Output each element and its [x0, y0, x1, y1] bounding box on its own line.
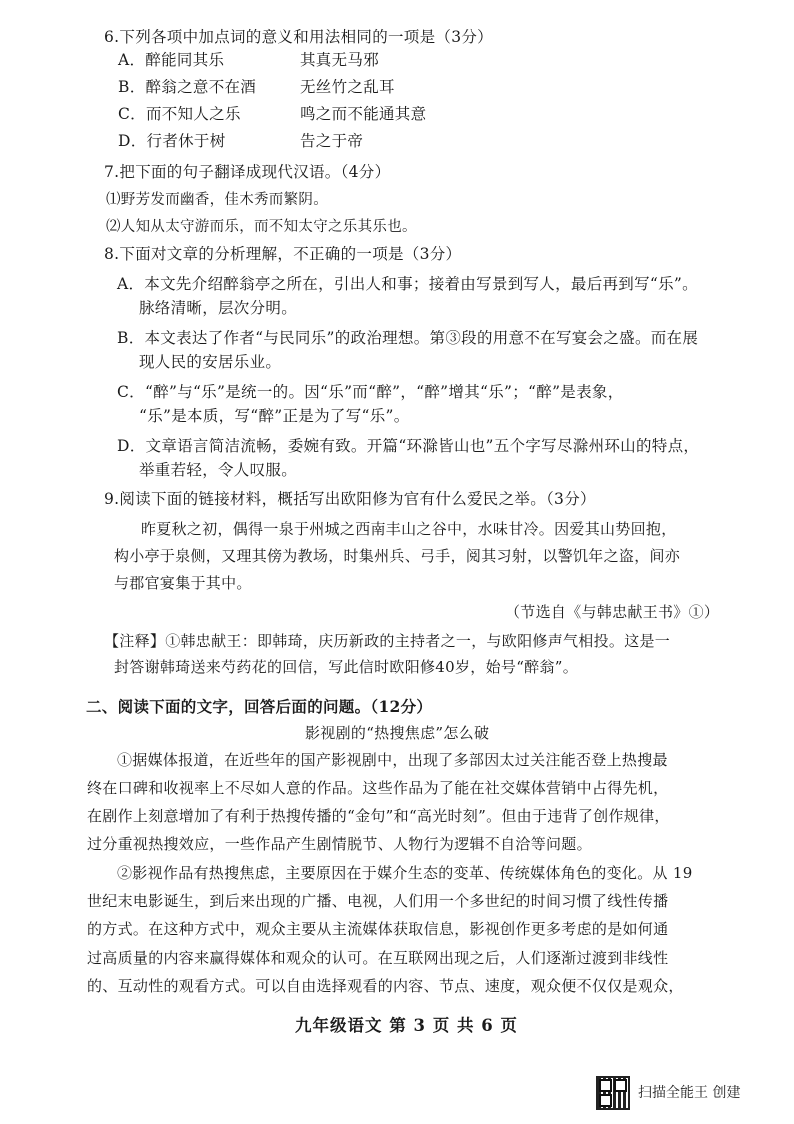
q9-material-3: 与郡官宴集于其中。 [114, 574, 252, 592]
q7-item-1: ⑴野芳发而幽香，佳木秀而繁阴。 [106, 192, 328, 208]
article-paragraph-line-3: 在剧作上刻意增加了有利于热搜传播的“金句”和“高光时刻”。但由于违背了创作规律， [87, 807, 670, 825]
q6-stem: 6.下列各项中加点词的意义和用法相同的一项是（3分） [104, 28, 493, 46]
q9-source: （节选自《与韩忠献王书》①） [505, 603, 720, 621]
q6-option-c-left: C．而不知人之乐 [118, 105, 241, 123]
q6-option-b-left: B．醉翁之意不在酒 [118, 78, 257, 96]
q8-line-2: 脉络清晰，层次分明。 [139, 299, 298, 317]
q9-material-2: 构小亭于泉侧，又理其傍为教场，时集州兵、弓手，阅其习射，以警饥年之盗，间亦 [114, 547, 681, 565]
q7-stem: 7.把下面的句子翻译成现代汉语。（4分） [104, 163, 391, 181]
article-paragraph-line-7: 的方式。在这种方式中，观众主要从主流媒体获取信息，影视创作更多考虑的是如何通 [87, 920, 669, 938]
q6-option-a-left: A．醉能同其乐 [118, 51, 225, 69]
article-paragraph-line-2: 终在口碑和收视率上不尽如人意的作品。这些作品为了能在社交媒体营销中占得先机， [87, 779, 669, 797]
q8-line-4: 现人民的安居乐业。 [139, 353, 282, 371]
q7-item-2: ⑵人知从太守游而乐，而不知太守之乐其乐也。 [106, 219, 417, 235]
q6-option-d-left: D．行者休于树 [118, 132, 226, 150]
q8-line-3: B．本文表达了作者“与民同乐”的政治理想。第③段的用意不在写宴会之盛。而在展 [117, 329, 699, 347]
q9-stem: 9.阅读下面的链接材料，概括写出欧阳修为官有什么爱民之举。（3分） [104, 490, 596, 508]
article-title: 影视剧的“热搜焦虑”怎么破 [305, 724, 490, 742]
q8-line-7: D．文章语言简洁流畅，委婉有致。开篇“环滁皆山也”五个字写尽滁州环山的特点， [117, 437, 700, 455]
q8-line-8: 举重若轻，令人叹服。 [139, 461, 298, 479]
qr-code-icon [596, 1076, 630, 1110]
article-paragraph-line-5: ②影视作品有热搜焦虑，主要原因在于媒介生态的变革、传统媒体角色的变化。从 19 [117, 864, 693, 882]
q9-note-1: 【注释】①韩忠献王：即韩琦，庆历新政的主持者之一，与欧阳修声气相投。这是一 [104, 632, 671, 650]
q8-line-5: C．“醉”与“乐”是统一的。因“乐”而“醉”，“醉”增其“乐”；“醉”是表象， [117, 383, 624, 401]
q6-option-b-right: 无丝竹之乱耳 [300, 78, 395, 96]
article-paragraph-line-8: 过高质量的内容来赢得媒体和观众的认可。在互联网出现之后，人们逐渐过渡到非线性 [87, 949, 669, 967]
q6-option-d-right: 告之于帝 [300, 132, 364, 150]
scanner-watermark: 扫描全能王 创建 [638, 1085, 741, 1101]
section-heading: 二、阅读下面的文字，回答后面的问题。（12分） [86, 697, 433, 716]
article-paragraph-line-4: 过分重视热搜效应，一些作品产生剧情脱节、人物行为逻辑不自洽等问题。 [87, 835, 592, 853]
q9-note-2: 封答谢韩琦送来芍药花的回信，写此信时欧阳修40岁，始号“醉翁”。 [114, 658, 579, 676]
article-paragraph-line-1: ①据媒体报道，在近些年的国产影视剧中，出现了多部因太过关注能否登上热搜最 [117, 751, 668, 769]
page-footer: 九年级语文 第 3 页 共 6 页 [295, 1016, 518, 1035]
article-paragraph-line-9: 的、互动性的观看方式。可以自由选择观看的内容、节点、速度，观众便不仅仅是观众， [87, 977, 684, 995]
q8-line-1: A．本文先介绍醉翁亭之所在，引出人和事；接着由写景到写人，最后再到写“乐”。 [117, 275, 698, 293]
q8-stem: 8.下面对文章的分析理解，不正确的一项是（3分） [104, 245, 462, 263]
q6-option-c-right: 鸣之而不能通其意 [300, 105, 427, 123]
article-paragraph-line-6: 世纪末电影诞生，到后来出现的广播、电视，人们用一个多世纪的时间习惯了线性传播 [87, 892, 669, 910]
q9-material-1: 昨夏秋之初，偶得一泉于州城之西南丰山之谷中，水味甘冷。因爱其山势回抱， [141, 520, 677, 538]
q8-line-6: “乐”是本质，写“醉”正是为了写“乐”。 [139, 407, 410, 425]
q6-option-a-right: 其真无马邪 [300, 51, 380, 69]
